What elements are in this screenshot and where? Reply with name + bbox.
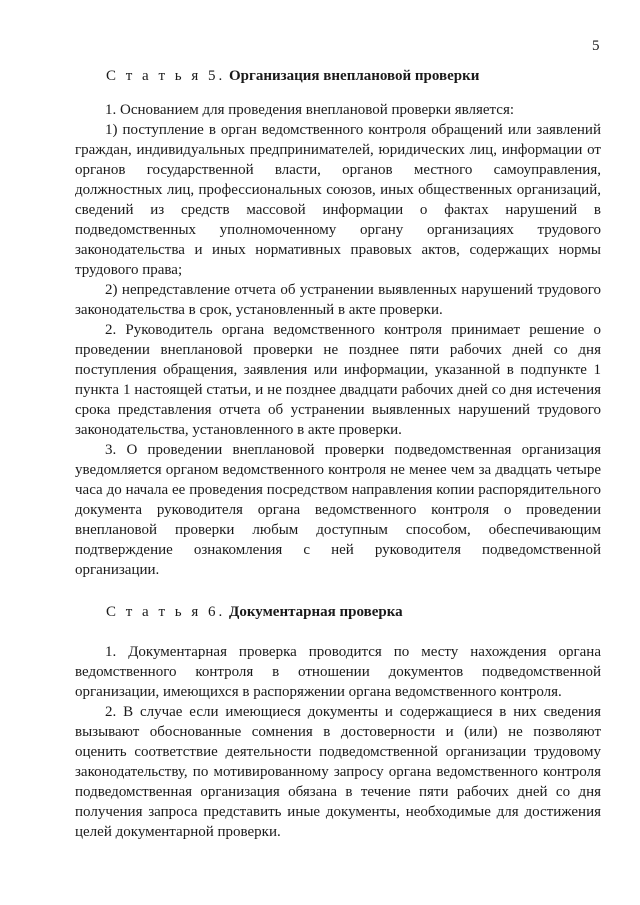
article-5-label: С т а т ь я 5. (106, 68, 226, 84)
article-5-paragraph: 2) непредставление отчета об устранении выявленных нарушений трудового законодательства в срок, установленный в акте проверки. (75, 282, 601, 318)
article-5-heading (106, 66, 601, 86)
document-body (75, 66, 601, 842)
page-number: 5 (592, 38, 600, 54)
article-6-paragraph: 2. В случае если имеющиеся документы и содержащиеся в них сведения вызывают обоснованные сомнения в достоверности и (или) не позволяют оценить соответствие деятельности подведомственной организации трудовому законодательству, по мотивированному запросу органа ведомственного контроля подведомственная организация обязана в течение пяти рабочих дней со дня получения запроса представить иные документы, необходимые для достижения целей документарной проверки. (75, 704, 601, 840)
article-6-paragraph: 1. Документарная проверка проводится по месту нахождения органа ведомственного контроля в отношении документов подведомственной организации, имеющихся в распоряжении органа ведомственного контроля. (75, 644, 601, 700)
article-6-heading (106, 602, 601, 622)
article-5-paragraph: 1. Основанием для проведения внеплановой проверки является: (105, 102, 515, 118)
article-6-title: Документарная проверка (229, 604, 403, 620)
article-5-paragraph: 3. О проведении внеплановой проверки подведомственная организация уведомляется органом ведомственного контроля не менее чем за двадцать четыре часа до начала ее проведения посредством направления копии распорядительного документа руководителя органа ведомственного контроля о проведении внеплановой проверки любым доступным способом, обеспечивающим подтверждение ознакомления с ней руководителя подведомственной организации. (75, 442, 601, 578)
article-5-paragraph: 1) поступление в орган ведомственного контроля обращений или заявлений граждан, индивидуальных предпринимателей, юридических лиц, информации от органов государственной власти, органов местного самоуправления, должностных лиц, профессиональных союзов, иных общественных организаций, сведений из средств массовой информации о фактах нарушений в подведомственных уполномоченному органу организациях трудового законодательства и иных нормативных правовых актов, содержащих нормы трудового права; (75, 122, 601, 278)
article-6-label: С т а т ь я 6. (106, 604, 226, 620)
article-5-paragraph: 2. Руководитель органа ведомственного контроля принимает решение о проведении внеплановой проверки не позднее пяти рабочих дней со дня поступления обращения, заявления или информации, указанной в подпункте 1 пункта 1 настоящей статьи, и не позднее двадцати рабочих дней со дня истечения срока представления отчета об устранении выявленных нарушений трудового законодательства, установленного в акте проверки. (75, 322, 601, 438)
article-5-title: Организация внеплановой проверки (229, 68, 480, 84)
